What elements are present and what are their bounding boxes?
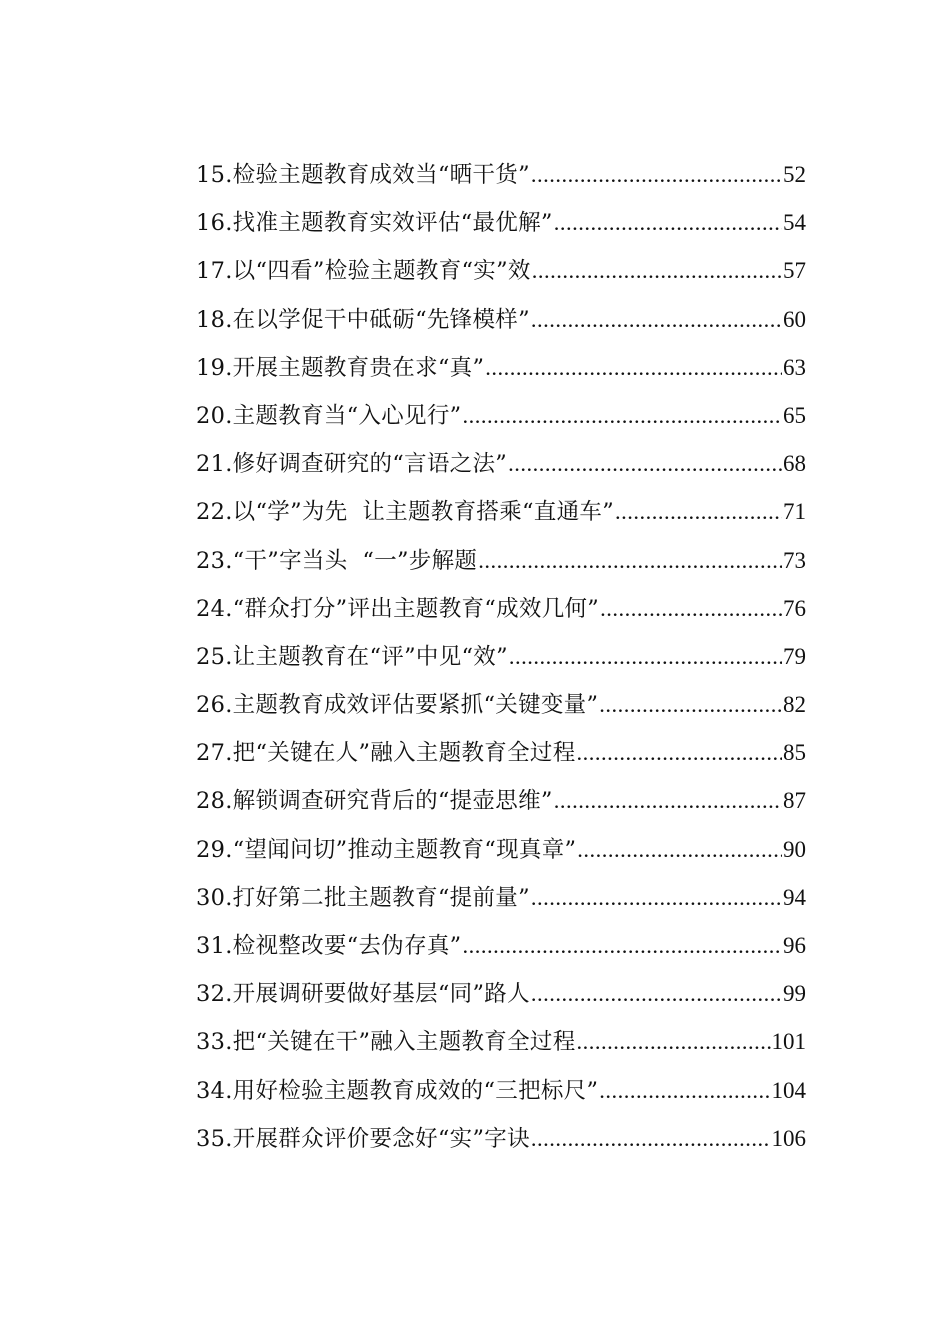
dot-leader [577,732,783,774]
toc-entry[interactable] [196,588,806,636]
toc-entry-page: 94 [783,884,806,910]
toc-entry-title: 19.开展主题教育贵在求“真” [196,354,485,381]
toc-entry[interactable] [196,877,806,925]
toc-entry[interactable] [196,636,806,684]
dot-leader [509,636,782,678]
toc-entry[interactable] [196,780,806,828]
toc-entry-page: 63 [783,354,806,380]
toc-entry-title: 35.开展群众评价要念好“实”字诀 [196,1125,530,1152]
toc-entry[interactable] [196,154,806,202]
toc-entry-title: 29.“望闻问切”推动主题教育“现真章” [196,836,577,863]
toc-entry-page: 85 [783,740,806,766]
toc-entry-title: 32.开展调研要做好基层“同”路人 [196,981,530,1008]
toc-entry-page: 60 [783,306,806,332]
dot-leader [531,1118,771,1160]
toc-entry-page: 73 [783,547,806,573]
toc-entry-page: 54 [783,210,806,236]
dot-leader [615,491,782,533]
dot-leader [577,1021,771,1063]
toc-entry-page: 82 [783,692,806,718]
toc-entry-page: 87 [783,788,806,814]
table-of-contents [196,154,806,1166]
toc-entry-title: 24.“群众打分”评出主题教育“成效几何” [196,595,600,622]
toc-entry-title: 16.找准主题教育实效评估“最优解” [196,210,553,237]
toc-entry-title: 30.打好第二批主题教育“提前量” [196,884,530,911]
toc-entry-title: 17.以“四看”检验主题教育“实”效 [196,258,531,285]
toc-entry-page: 104 [771,1077,806,1103]
dot-leader [463,925,783,967]
toc-entry[interactable] [196,347,806,395]
toc-entry-title: 27.把“关键在人”融入主题教育全过程 [196,740,576,767]
dot-leader [508,443,782,485]
dot-leader [531,154,782,196]
toc-entry-title: 26.主题教育成效评估要紧抓“关键变量” [196,692,599,719]
dot-leader [531,973,782,1015]
toc-entry[interactable] [196,299,806,347]
dot-leader [531,299,782,341]
toc-entry[interactable] [196,443,806,491]
toc-entry[interactable] [196,925,806,973]
toc-entry-page: 52 [783,162,806,187]
toc-entry[interactable] [196,1118,806,1166]
toc-entry-title: 31.检视整改要“去伪存真” [196,933,462,959]
dot-leader [531,877,782,919]
toc-entry[interactable] [196,684,806,732]
toc-entry-title: 23.“干”字当头 “一”步解题 [196,547,478,574]
toc-entry-page: 65 [783,402,806,428]
toc-entry-title: 34.用好检验主题教育成效的“三把标尺” [196,1077,599,1104]
dot-leader [532,250,782,292]
toc-entry-title: 15.检验主题教育成效当“晒干货” [196,162,530,188]
dot-leader [599,684,782,726]
toc-entry[interactable] [196,829,806,877]
toc-entry-page: 79 [783,643,806,669]
toc-entry-page: 57 [783,258,806,284]
dot-leader [554,202,782,244]
dot-leader [463,395,783,437]
dot-leader [478,540,782,582]
dot-leader [599,1070,770,1112]
toc-entry[interactable] [196,395,806,443]
toc-entry-page: 106 [771,1125,806,1151]
dot-leader [485,347,782,389]
toc-entry[interactable] [196,732,806,780]
toc-entry[interactable] [196,1070,806,1118]
toc-entry-page: 99 [783,981,806,1007]
dot-leader [554,780,782,822]
toc-entry[interactable] [196,250,806,298]
toc-entry-title: 33.把“关键在干”融入主题教育全过程 [196,1029,576,1056]
toc-entry-title: 25.让主题教育在“评”中见“效” [196,643,508,670]
toc-entry[interactable] [196,1021,806,1069]
toc-entry-title: 28.解锁调查研究背后的“提壶思维” [196,788,553,815]
toc-entry-page: 76 [783,595,806,621]
toc-entry-title: 20.主题教育当“入心见行” [196,402,462,429]
toc-entry[interactable] [196,202,806,250]
toc-entry-title: 22.以“学”为先 让主题教育搭乘“直通车” [196,499,614,526]
toc-entry[interactable] [196,973,806,1021]
toc-entry-title: 21.修好调查研究的“言语之法” [196,451,508,478]
dot-leader [600,588,782,630]
toc-entry-page: 90 [783,836,806,862]
toc-entry-page: 68 [783,451,806,477]
toc-entry-page: 71 [783,499,806,525]
toc-entry-title: 18.在以学促干中砥砺“先锋模样” [196,306,530,333]
toc-entry[interactable] [196,540,806,588]
toc-entry[interactable] [196,491,806,539]
dot-leader [577,829,782,871]
toc-entry-page: 101 [771,1029,806,1055]
toc-entry-page: 96 [783,933,806,958]
